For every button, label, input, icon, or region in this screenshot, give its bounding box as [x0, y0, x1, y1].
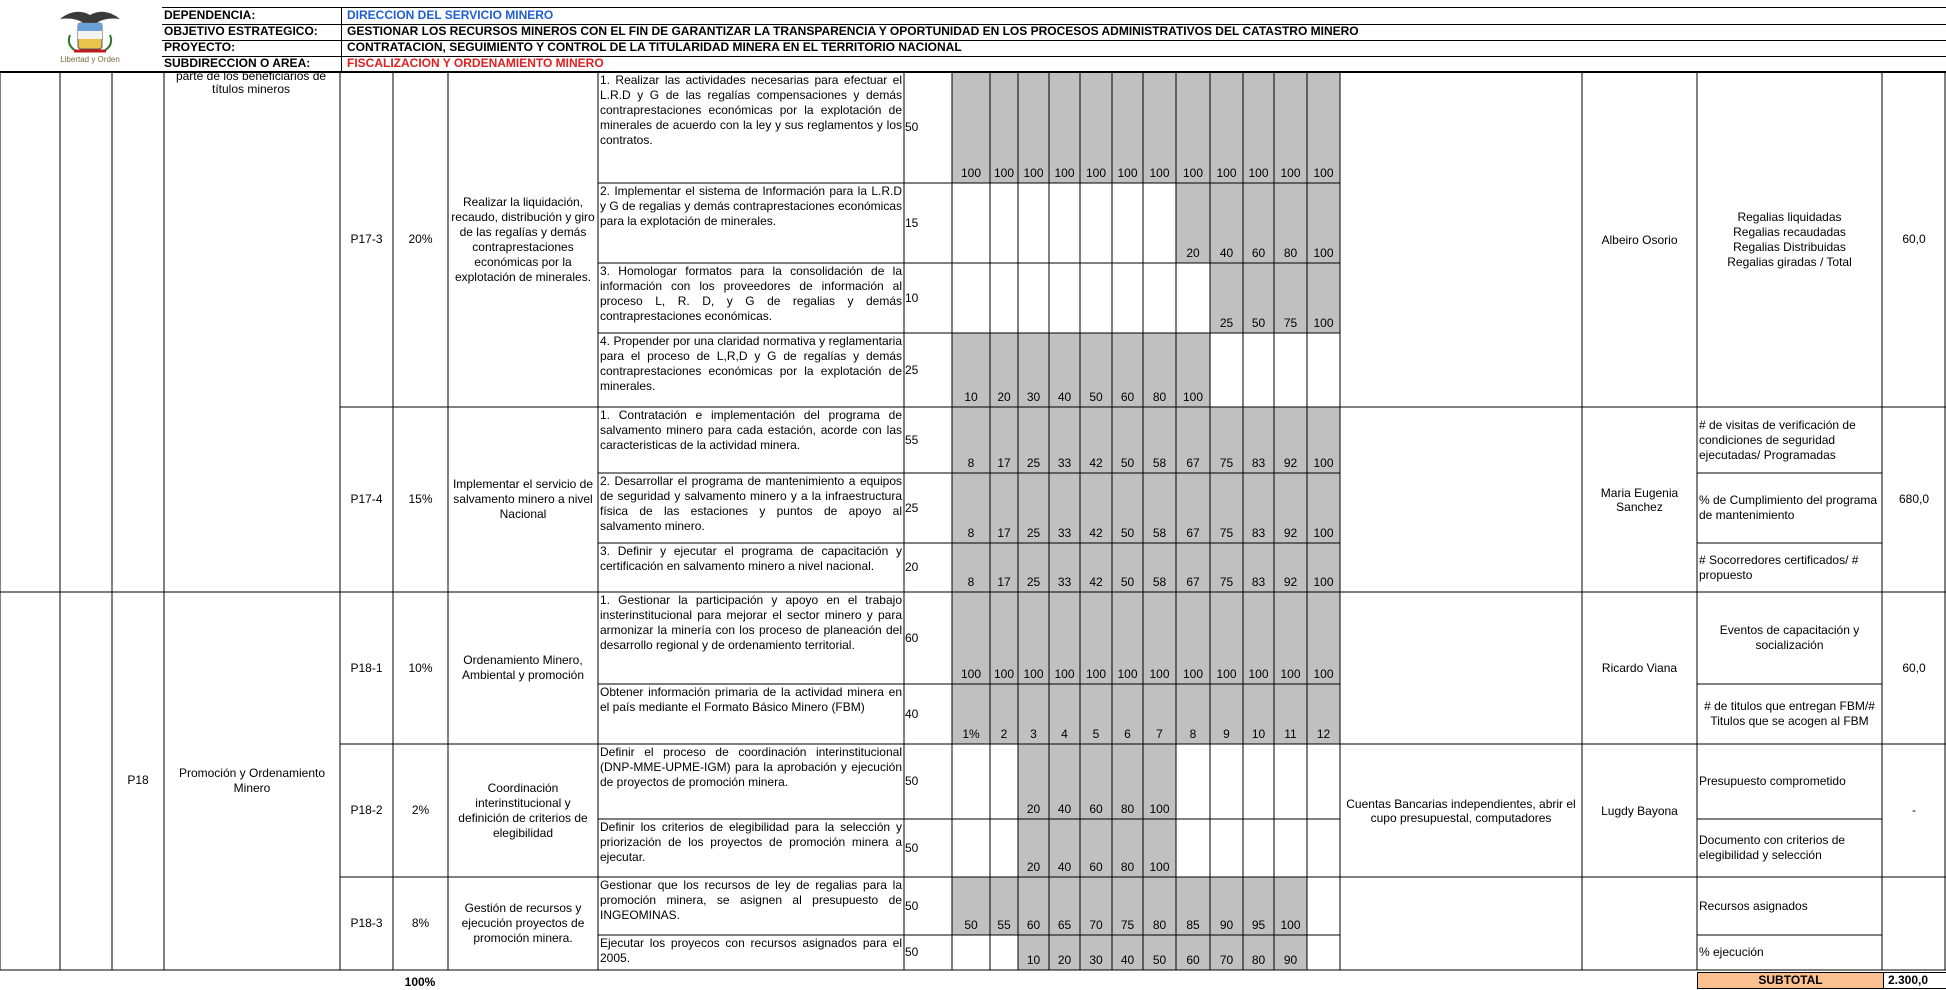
activity-description: Gestionar que los recursos de ley de regalias para la promoción minera, se asignen al presupuesto de INGEOMINAS.	[600, 878, 902, 922]
schedule-value: 100	[1117, 166, 1138, 180]
schedule-value: 9	[1223, 727, 1230, 741]
activity-description: 1. Realizar las actividades necesarias para efectuar el L.R.D y G de las regalías compensaciones y demás contraprestaciones económicas por la explotación de minerales de acuerdo con la ley y sus reglamentos y los contratos.	[600, 73, 902, 147]
schedule-value: 100	[1248, 166, 1269, 180]
subproject-name: Implementar el servicio de salvamento minero a nivel Nacional	[452, 477, 594, 521]
schedule-value: 33	[1057, 526, 1072, 540]
schedule-value: 60	[1089, 802, 1103, 816]
responsible-name: Maria Eugenia Sanchez	[1600, 485, 1679, 514]
schedule-value: 70	[1219, 953, 1234, 967]
schedule-value: 100	[1149, 166, 1170, 180]
schedule-value: 20	[1026, 802, 1041, 816]
top-fragment-text: parte de los beneficiarios de títulos mineros	[175, 69, 327, 96]
schedule-value: 40	[1120, 953, 1135, 967]
schedule-value: 100	[1149, 667, 1170, 681]
schedule-value: 100	[1117, 667, 1138, 681]
schedule-value: 40	[1057, 802, 1072, 816]
schedule-value: 58	[1152, 575, 1167, 589]
schedule-value: 100	[1023, 166, 1044, 180]
budget-value: 60,0	[1902, 660, 1926, 675]
schedule-value: 80	[1120, 802, 1135, 816]
schedule-value: 100	[1182, 390, 1204, 404]
schedule-value: 25	[1026, 526, 1041, 540]
schedule-value: 92	[1283, 456, 1298, 470]
schedule-value: 83	[1251, 456, 1266, 470]
budget-value: 680,0	[1898, 492, 1930, 506]
schedule-value: 5	[1092, 727, 1100, 741]
activity-weight: 20	[905, 560, 919, 574]
schedule-value: 100	[1149, 860, 1170, 874]
subproject-code: P18-2	[350, 803, 383, 817]
schedule-value: 75	[1120, 918, 1135, 932]
schedule-value: 100	[1280, 918, 1301, 932]
schedule-value: 17	[997, 456, 1011, 470]
schedule-value: 20	[1057, 953, 1072, 967]
schedule-value: 67	[1186, 575, 1200, 589]
schedule-value: 42	[1089, 456, 1103, 470]
schedule-value: 70	[1089, 918, 1103, 932]
subproject-weight: 8%	[411, 916, 430, 930]
header-value: GESTIONAR LOS RECURSOS MINEROS CON EL FIN DE GARANTIZAR LA TRANSPARENCIA Y OPORTUNIDAD EN LOS PROCESOS ADMINISTRATIVOS DEL CATASTRO MINERO	[347, 24, 1359, 38]
budget-value	[1884, 877, 1944, 970]
schedule-value: 100	[1313, 316, 1334, 330]
schedule-value: 65	[1057, 918, 1072, 932]
schedule-value: 2	[1000, 727, 1008, 741]
header-value: CONTRATACION, SEGUIMIENTO Y CONTROL DE LA TITULARIDAD MINERA EN EL TERRITORIO NACIONAL	[347, 40, 962, 54]
subproject-code: P17-4	[350, 492, 383, 506]
indicator-text: Recursos asignados	[1699, 898, 1808, 913]
schedule-value: 42	[1089, 526, 1103, 540]
schedule-value: 8	[967, 575, 975, 589]
header-label: PROYECTO:	[164, 40, 236, 54]
schedule-value: 40	[1057, 390, 1072, 404]
schedule-value: 100	[1054, 667, 1075, 681]
schedule-value: 85	[1186, 918, 1200, 932]
project-name: Promoción y Ordenamiento Minero	[178, 766, 326, 795]
header-label: OBJETIVO ESTRATEGICO:	[164, 24, 318, 38]
schedule-value: 60	[1026, 918, 1041, 932]
schedule-value: 3	[1030, 727, 1037, 741]
activity-description: 3. Homologar formatos para la consolidación de la información con los proveedores de información al proceso L, R. D, y G de regalias y demás contraprestaciones económicas.	[600, 264, 902, 323]
indicator-text: Regalias liquidadas Regalias recaudadas Regalias Distribuidas Regalias giradas / Total	[1727, 209, 1852, 269]
indicator-text: # Socorredores certificados/ # propuesto	[1699, 552, 1859, 582]
schedule-value: 83	[1251, 526, 1266, 540]
schedule-value: 17	[997, 526, 1011, 540]
schedule-value: 100	[1313, 575, 1334, 589]
indicator-text: % de Cumplimiento del programa de mantenimiento	[1699, 493, 1878, 522]
activity-description: 4. Propender por una claridad normativa y reglamentaria para el proceso de L,R,D y G de regalías y demás contraprestaciones económicas por la explotación de minerales.	[600, 334, 902, 393]
schedule-value: 100	[1313, 456, 1334, 470]
schedule-value: 100	[1149, 802, 1170, 816]
schedule-value: 7	[1156, 727, 1163, 741]
schedule-value: 90	[1283, 953, 1298, 967]
total-weight: 100%	[404, 975, 436, 989]
subproject-name: Coordinación interinstitucional y definición de criterios de elegibilidad	[458, 780, 588, 840]
indicator-text: % ejecución	[1699, 945, 1764, 959]
subtotal-label: SUBTOTAL	[1697, 972, 1884, 989]
schedule-value: 8	[967, 526, 975, 540]
schedule-value: 100	[960, 166, 982, 180]
schedule-value: 8	[967, 456, 975, 470]
logo-motto: Libertad y Orden	[60, 55, 120, 64]
activity-description: Obtener información primaria de la actividad minera en el país mediante el Formato Básico Minero (FBM)	[600, 685, 902, 714]
subproject-name: Ordenamiento Minero, Ambiental y promoción	[461, 653, 585, 682]
schedule-value: 75	[1219, 456, 1234, 470]
schedule-value: 95	[1251, 918, 1266, 932]
subproject-weight: 15%	[408, 492, 433, 506]
indicator-text: Documento con criterios de elegibilidad y selección	[1699, 833, 1846, 862]
schedule-value: 10	[1251, 727, 1266, 741]
schedule-value: 8	[1189, 727, 1197, 741]
schedule-value: 67	[1186, 526, 1200, 540]
schedule-value: 100	[1313, 667, 1334, 681]
schedule-value: 80	[1152, 390, 1167, 404]
activity-description: 1. Contratación e implementación del programa de salvamento minero para cada estación, acorde con las caracteristicas de la actividad minera.	[600, 408, 902, 452]
schedule-value: 100	[1280, 667, 1301, 681]
schedule-value: 100	[960, 667, 982, 681]
subproject-code: P17-3	[350, 232, 383, 246]
activity-description: 1. Gestionar la participación y apoyo en el trabajo insterinstitucional para mejorar el sector minero y para armonizar la minería con los proceso de planeación del desarrollo regional y de ordenamiento territorial.	[600, 593, 902, 652]
header-value: FISCALIZACION Y ORDENAMIENTO MINERO	[347, 56, 604, 70]
schedule-value: 17	[997, 575, 1011, 589]
schedule-value: 75	[1219, 526, 1234, 540]
schedule-value: 33	[1057, 575, 1072, 589]
schedule-value: 60	[1089, 860, 1103, 874]
schedule-value: 50	[1152, 953, 1167, 967]
schedule-value: 100	[993, 667, 1015, 681]
project-code: P18	[127, 773, 149, 787]
schedule-value: 60	[1251, 246, 1266, 260]
schedule-value: 4	[1061, 727, 1068, 741]
schedule-value: 20	[997, 390, 1011, 404]
budget-value: -	[1912, 803, 1916, 817]
schedule-value: 100	[1248, 667, 1269, 681]
schedule-value: 60	[1120, 390, 1135, 404]
schedule-value: 100	[1216, 667, 1237, 681]
schedule-value: 100	[1182, 166, 1204, 180]
schedule-value: 100	[1216, 166, 1237, 180]
schedule-value: 80	[1283, 246, 1298, 260]
indicator-text: # de visitas de verificación de condiciones de seguridad ejecutadas/ Programadas	[1699, 417, 1856, 462]
responsible-name: Albeiro Osorio	[1601, 232, 1678, 247]
schedule-value: 25	[1026, 575, 1041, 589]
indicator-text: Presupuesto comprometido	[1699, 774, 1846, 788]
activity-weight: 10	[905, 290, 919, 305]
schedule-value: 50	[1251, 316, 1266, 330]
activity-description: Ejecutar los proyecos con recursos asignados para el 2005.	[600, 936, 902, 965]
subproject-weight: 2%	[411, 803, 430, 817]
schedule-value: 50	[1120, 575, 1135, 589]
schedule-value: 50	[1120, 456, 1135, 470]
subproject-weight: 20%	[408, 232, 433, 246]
schedule-value: 50	[1089, 390, 1103, 404]
schedule-value: 42	[1089, 575, 1103, 589]
responsible-name: Ricardo Viana	[1601, 661, 1678, 675]
subproject-weight: 10%	[408, 660, 433, 675]
schedule-value: 92	[1283, 526, 1298, 540]
schedule-value: 100	[1054, 166, 1075, 180]
activity-description: Definir los criterios de elegibilidad para la selección y priorización de los proyectos de promoción minera a ejecutar.	[600, 820, 902, 864]
schedule-value: 80	[1152, 918, 1167, 932]
schedule-value: 75	[1283, 316, 1298, 330]
schedule-value: 100	[1182, 667, 1204, 681]
schedule-value: 20	[1186, 246, 1200, 260]
schedule-value: 40	[1219, 246, 1234, 260]
schedule-value: 100	[1313, 166, 1334, 180]
subproject-code: P18-3	[350, 916, 383, 930]
activity-weight: 15	[905, 215, 919, 230]
schedule-value: 100	[1280, 166, 1301, 180]
activity-weight: 50	[905, 898, 919, 913]
schedule-value: 33	[1057, 456, 1072, 470]
schedule-value: 100	[993, 166, 1015, 180]
header-label: SUBDIRECCION O AREA:	[164, 56, 311, 70]
schedule-value: 12	[1316, 727, 1331, 741]
schedule-value: 20	[1026, 860, 1041, 874]
schedule-value: 6	[1124, 727, 1131, 741]
schedule-value: 25	[1219, 316, 1234, 330]
activity-weight: 25	[905, 500, 919, 515]
subtotal-value: 2.300,0	[1883, 972, 1946, 989]
schedule-value: 83	[1251, 575, 1266, 589]
responsible-name: Lugdy Bayona	[1601, 803, 1678, 818]
resources-text	[1344, 407, 1578, 592]
resources-text	[1344, 592, 1578, 744]
activity-description: 2. Desarrollar el programa de mantenimiento a equipos de seguridad y salvamento minero y a la infraestructura física de las estaciones y puntos de apoyo al salvamento minero.	[600, 474, 902, 533]
schedule-value: 1%	[962, 727, 980, 741]
activity-weight: 50	[905, 840, 919, 855]
schedule-value: 50	[964, 918, 978, 932]
schedule-value: 80	[1251, 953, 1266, 967]
schedule-value: 90	[1219, 918, 1234, 932]
schedule-value: 58	[1152, 526, 1167, 540]
schedule-value: 30	[1089, 953, 1103, 967]
activity-weight: 25	[905, 362, 919, 377]
schedule-value: 75	[1219, 575, 1234, 589]
schedule-value: 50	[1120, 526, 1135, 540]
subproject-code: P18-1	[350, 660, 383, 675]
schedule-value: 67	[1186, 456, 1200, 470]
header-label: DEPENDENCIA:	[164, 8, 256, 22]
schedule-value: 25	[1026, 456, 1041, 470]
schedule-value: 30	[1026, 390, 1041, 404]
schedule-value: 100	[1313, 526, 1334, 540]
budget-value: 60,0	[1902, 232, 1926, 246]
schedule-value: 11	[1284, 727, 1297, 741]
header-value: DIRECCION DEL SERVICIO MINERO	[347, 8, 554, 22]
activity-weight: 60	[905, 630, 919, 645]
schedule-value: 55	[997, 918, 1011, 932]
schedule-value: 92	[1283, 575, 1298, 589]
schedule-value: 100	[1023, 667, 1044, 681]
resources-text	[1344, 877, 1578, 970]
activity-description: 3. Definir y ejecutar el programa de capacitación y certificación en salvamento minero a nivel nacional.	[600, 544, 902, 573]
indicator-text: # de titulos que entregan FBM/# Titulos que se acogen al FBM	[1704, 699, 1875, 728]
activity-description: Definir el proceso de coordinación interinstitucional (DNP-MME-UPME-IGM) para la aprobación y ejecución de proyectos de promoción minera.	[600, 745, 902, 789]
activity-weight: 50	[905, 120, 919, 134]
schedule-value: 60	[1186, 953, 1200, 967]
subproject-name: Gestión de recursos y ejecución proyectos de promoción minera.	[461, 901, 585, 945]
indicator-text: Eventos de capacitación y socialización	[1719, 623, 1860, 652]
activity-weight: 40	[905, 706, 919, 721]
schedule-value: 58	[1152, 456, 1167, 470]
schedule-value: 40	[1057, 860, 1072, 874]
schedule-value: 10	[964, 390, 978, 404]
resources-text: Cuentas Bancarias independientes, abrir el cupo presupuestal, computadores	[1346, 796, 1576, 825]
activity-weight: 50	[905, 774, 919, 788]
schedule-value: 10	[1026, 953, 1041, 967]
resources-text	[1344, 72, 1578, 407]
activity-description: 2. Implementar el sistema de Información para la L.R.D y G de regalias y demás contraprestaciones económicas para la explotación de minerales.	[600, 184, 902, 228]
activity-weight: 55	[905, 432, 919, 447]
subproject-name: Realizar la liquidación, recaudo, distribución y giro de las regalías y demás contraprestaciones económicas por la explotación de minerales.	[451, 194, 595, 284]
schedule-value: 80	[1120, 860, 1135, 874]
schedule-value: 100	[1085, 667, 1107, 681]
schedule-value: 100	[1085, 166, 1107, 180]
activity-weight: 50	[905, 945, 919, 959]
responsible-name	[1584, 877, 1695, 970]
schedule-value: 100	[1313, 246, 1334, 260]
